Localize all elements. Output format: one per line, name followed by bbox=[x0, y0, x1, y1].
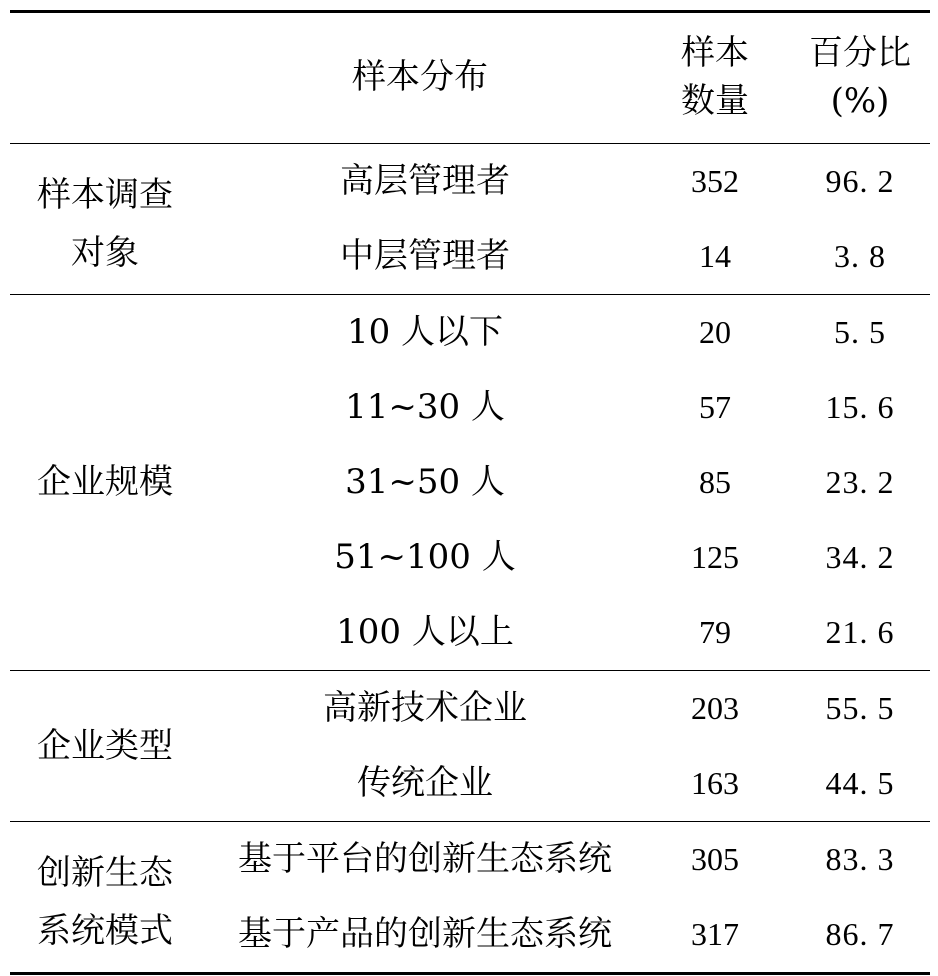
row-percentage: 44. 5 bbox=[825, 765, 895, 801]
table-row bbox=[10, 370, 930, 445]
group-enterprise-type bbox=[10, 671, 930, 821]
table-row bbox=[10, 822, 930, 897]
row-percentage: 15. 6 bbox=[825, 389, 895, 425]
category-line1: 创新生态 bbox=[37, 853, 173, 893]
header-sample-count-line2: 数量 bbox=[681, 81, 749, 121]
row-count: 305 bbox=[691, 841, 739, 877]
row-item: 基于产品的创新生态系统 bbox=[238, 914, 612, 954]
category-line1: 企业规模 bbox=[37, 462, 173, 502]
row-item: 高层管理者 bbox=[340, 161, 510, 201]
group-survey-respondents bbox=[10, 144, 930, 294]
header-percentage-line1: 百分比 bbox=[809, 33, 911, 73]
header-sample-distribution: 样本分布 bbox=[352, 57, 488, 97]
row-count: 14 bbox=[699, 238, 731, 274]
header-sample-count bbox=[670, 29, 760, 125]
row-item: 传统企业 bbox=[357, 763, 493, 803]
category-line1: 样本调查 bbox=[37, 175, 173, 215]
row-count: 203 bbox=[691, 690, 739, 726]
table-header bbox=[10, 13, 930, 143]
group-innovation-ecosystem-mode bbox=[10, 822, 930, 972]
bottom-rule bbox=[10, 972, 930, 975]
table-row bbox=[10, 595, 930, 670]
row-item: 11~30 人 bbox=[345, 387, 505, 427]
row-percentage: 96. 2 bbox=[825, 163, 895, 199]
table-row bbox=[10, 445, 930, 520]
row-percentage: 21. 6 bbox=[825, 614, 895, 650]
row-count: 125 bbox=[691, 539, 739, 575]
header-percentage bbox=[790, 29, 930, 125]
category-line1: 企业类型 bbox=[37, 726, 173, 766]
category-line2: 系统模式 bbox=[37, 911, 173, 951]
table-row bbox=[10, 520, 930, 595]
row-percentage: 83. 3 bbox=[825, 841, 895, 877]
category-line2: 对象 bbox=[71, 233, 139, 273]
row-count: 57 bbox=[699, 389, 731, 425]
row-percentage: 3. 8 bbox=[834, 238, 886, 274]
row-count: 163 bbox=[691, 765, 739, 801]
row-item: 31~50 人 bbox=[345, 462, 505, 502]
header-sample-count-line1: 样本 bbox=[681, 33, 749, 73]
row-count: 317 bbox=[691, 916, 739, 952]
row-count: 352 bbox=[691, 163, 739, 199]
row-item: 基于平台的创新生态系统 bbox=[238, 839, 612, 879]
row-count: 79 bbox=[699, 614, 731, 650]
row-item: 中层管理者 bbox=[340, 236, 510, 276]
group-enterprise-scale bbox=[10, 295, 930, 670]
row-percentage: 5. 5 bbox=[834, 314, 886, 350]
table-row bbox=[10, 897, 930, 972]
row-percentage: 55. 5 bbox=[825, 690, 895, 726]
row-percentage: 34. 2 bbox=[825, 539, 895, 575]
table-row bbox=[10, 746, 930, 821]
header-percentage-line2: (%) bbox=[830, 81, 890, 121]
row-item: 100 人以上 bbox=[336, 612, 514, 652]
row-count: 20 bbox=[699, 314, 731, 350]
sample-distribution-table bbox=[10, 10, 930, 975]
row-item: 51~100 人 bbox=[334, 537, 516, 577]
row-count: 85 bbox=[699, 464, 731, 500]
table-row bbox=[10, 295, 930, 370]
table-row bbox=[10, 671, 930, 746]
row-percentage: 23. 2 bbox=[825, 464, 895, 500]
table-row bbox=[10, 219, 930, 294]
row-item: 高新技术企业 bbox=[323, 688, 527, 728]
row-item: 10 人以下 bbox=[346, 312, 504, 352]
table-row bbox=[10, 144, 930, 219]
row-percentage: 86. 7 bbox=[825, 916, 895, 952]
